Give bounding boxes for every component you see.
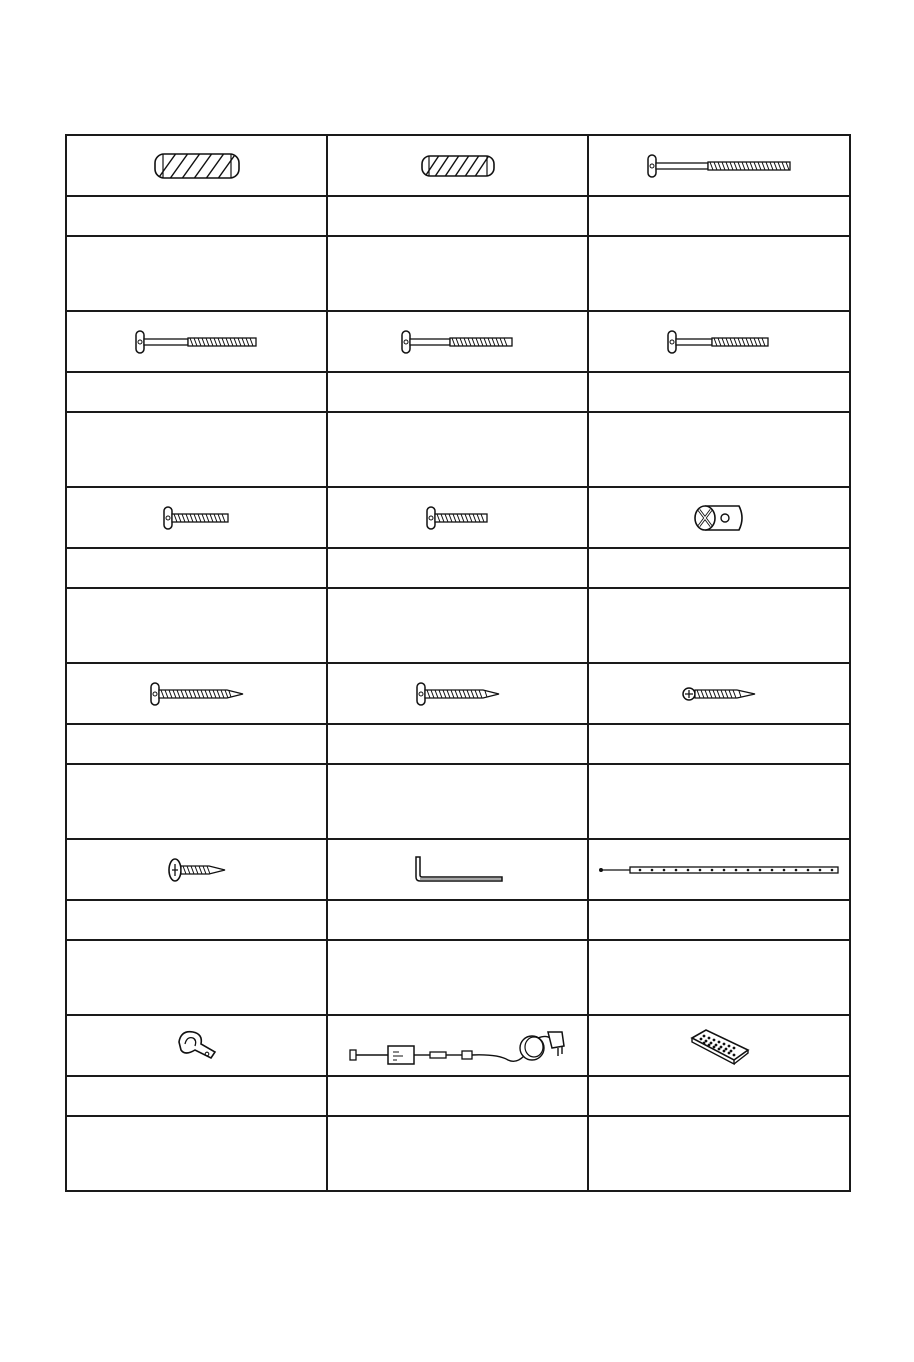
- parts-label-row: [66, 900, 850, 940]
- phillips-screw-icon: [679, 679, 759, 709]
- part-image-cell: [66, 1015, 327, 1076]
- part-label: [327, 548, 588, 588]
- part-label: [588, 196, 850, 236]
- part-quantity: [327, 236, 588, 311]
- short-bolt-icon: [664, 327, 774, 357]
- part-quantity: [66, 588, 327, 663]
- led-strip-icon: [596, 860, 842, 880]
- short-bolt-icon: [423, 503, 493, 533]
- parts-label-row: [66, 548, 850, 588]
- bolt-icon: [398, 327, 518, 357]
- part-image-cell: [66, 311, 327, 372]
- parts-quantity-row: [66, 764, 850, 839]
- part-quantity: [588, 236, 850, 311]
- bolt-icon: [132, 327, 262, 357]
- wood-dowel-large-icon: [147, 148, 247, 184]
- part-label: [327, 372, 588, 412]
- part-quantity: [66, 1116, 327, 1191]
- part-image-cell: [327, 663, 588, 724]
- parts-quantity-row: [66, 1116, 850, 1191]
- part-label: [588, 548, 850, 588]
- part-quantity: [588, 412, 850, 487]
- part-quantity: [588, 940, 850, 1015]
- parts-quantity-row: [66, 588, 850, 663]
- part-image-cell: [588, 839, 850, 900]
- parts-image-row: [66, 1015, 850, 1076]
- parts-quantity-row: [66, 236, 850, 311]
- part-label: [66, 1076, 327, 1116]
- part-quantity: [327, 588, 588, 663]
- part-image-cell: [66, 487, 327, 548]
- part-label: [588, 372, 850, 412]
- part-image-cell: [66, 135, 327, 196]
- part-label: [66, 900, 327, 940]
- part-label: [66, 548, 327, 588]
- part-label: [588, 900, 850, 940]
- part-label: [66, 724, 327, 764]
- parts-quantity-row: [66, 412, 850, 487]
- part-label: [66, 372, 327, 412]
- parts-quantity-row: [66, 940, 850, 1015]
- part-label: [66, 196, 327, 236]
- part-label: [588, 724, 850, 764]
- part-image-cell: [327, 135, 588, 196]
- barrel-nut-icon: [689, 498, 749, 538]
- parts-label-row: [66, 196, 850, 236]
- part-image-cell: [588, 1015, 850, 1076]
- part-quantity: [327, 764, 588, 839]
- power-adapter-icon: [348, 1024, 568, 1068]
- wood-dowel-small-icon: [416, 150, 500, 182]
- part-quantity: [588, 588, 850, 663]
- parts-image-row: [66, 839, 850, 900]
- parts-image-row: [66, 487, 850, 548]
- part-image-cell: [66, 839, 327, 900]
- parts-label-row: [66, 372, 850, 412]
- part-image-cell: [588, 487, 850, 548]
- parts-image-row: [66, 311, 850, 372]
- part-image-cell: [66, 663, 327, 724]
- parts-image-row: [66, 135, 850, 196]
- part-quantity: [66, 236, 327, 311]
- pan-head-screw-icon: [165, 853, 229, 887]
- cable-clip-icon: [173, 1026, 221, 1066]
- part-label: [588, 1076, 850, 1116]
- remote-control-icon: [684, 1026, 754, 1066]
- part-image-cell: [327, 487, 588, 548]
- part-label: [327, 1076, 588, 1116]
- wood-screw-icon: [413, 679, 503, 709]
- part-quantity: [327, 412, 588, 487]
- part-image-cell: [588, 135, 850, 196]
- part-quantity: [327, 1116, 588, 1191]
- part-quantity: [66, 412, 327, 487]
- part-image-cell: [588, 663, 850, 724]
- part-quantity: [66, 940, 327, 1015]
- hardware-parts-table: [65, 134, 851, 1192]
- part-label: [327, 196, 588, 236]
- part-label: [327, 900, 588, 940]
- part-image-cell: [327, 839, 588, 900]
- parts-label-row: [66, 724, 850, 764]
- allen-key-icon: [410, 853, 506, 887]
- part-quantity: [588, 1116, 850, 1191]
- wood-screw-icon: [147, 679, 247, 709]
- long-bolt-icon: [644, 151, 794, 181]
- short-bolt-icon: [160, 503, 234, 533]
- part-image-cell: [327, 311, 588, 372]
- part-image-cell: [588, 311, 850, 372]
- part-label: [327, 724, 588, 764]
- part-image-cell: [327, 1015, 588, 1076]
- part-quantity: [66, 764, 327, 839]
- part-quantity: [588, 764, 850, 839]
- parts-label-row: [66, 1076, 850, 1116]
- parts-image-row: [66, 663, 850, 724]
- part-quantity: [327, 940, 588, 1015]
